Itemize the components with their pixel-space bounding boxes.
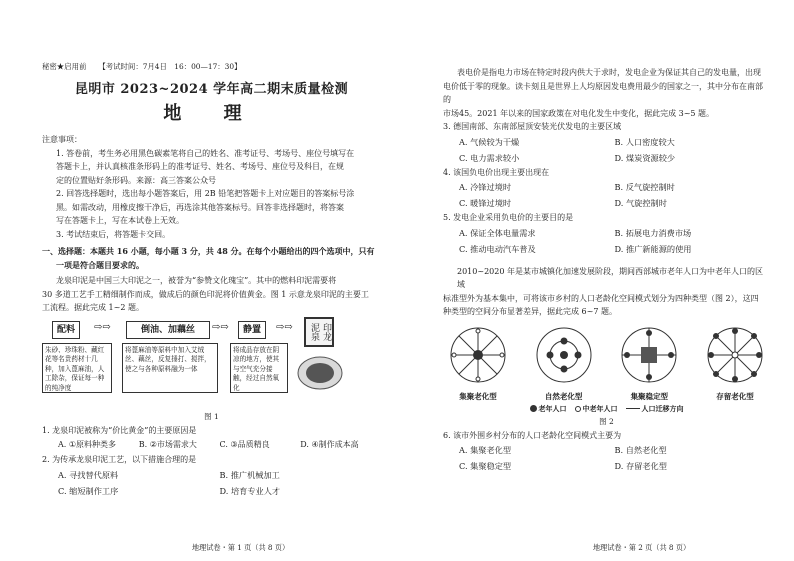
inkpad-icon xyxy=(296,351,344,391)
migration-line-icon xyxy=(626,408,640,409)
seal-stamp-icon: 印龙泥泉 xyxy=(304,317,334,347)
option[interactable]: B. ②市场需求大 xyxy=(138,440,197,449)
note-line: 1. 答卷前，考生务必用黑色碳素笔将自己的姓名、准考证号、考场号、座位号填写在 xyxy=(56,148,355,158)
option[interactable]: D. ④制作成本高 xyxy=(300,440,359,449)
option[interactable]: A. 气候较为干燥 xyxy=(459,136,520,147)
figure-caption: 图 2 xyxy=(599,416,614,426)
diagram-cluster-stable xyxy=(614,325,684,402)
page-footer: 地理试卷・第 2 页（共 8 页） xyxy=(592,543,691,552)
intro-line: 30 多道工艺手工精细制作而成，做成后的颜色印泥将价值黄金。图 1 示意龙泉印泥的主要工 xyxy=(42,289,369,299)
intro-line: 表电价是指电力市场在特定时段内供大于求时，发电企业为保证其自己的发电量，出现 xyxy=(457,68,761,77)
section-line: 一项是符合题目要求的。 xyxy=(56,259,144,270)
step-batching: 配料 xyxy=(52,321,80,339)
option[interactable]: C. 暖锋过境时 xyxy=(459,198,512,208)
option[interactable]: A. 保证全体电量需求 xyxy=(459,227,536,238)
intro-line: 种类型的空间分布显著差异，据此完成 6~7 题。 xyxy=(443,307,617,316)
question-1: 1. 龙泉印泥被称为“价比黄金”的主要原因是 xyxy=(42,425,197,435)
q4-options xyxy=(443,179,770,211)
option[interactable]: C. 推动电动汽车普及 xyxy=(459,243,536,254)
cluster-aging-icon xyxy=(448,325,508,385)
option[interactable]: C. ③品质精良 xyxy=(219,440,270,449)
legend-label: 人口迁移方向 xyxy=(641,403,684,413)
option[interactable]: A. 寻找替代原料 xyxy=(58,469,119,480)
desc-oil: 将蓖麻油等原料中加入艾绒丝、藕丝，反复捶打、搅拌，使之与各种原料融为一体 xyxy=(122,343,218,393)
diagram-cluster-aging xyxy=(443,325,513,402)
exam-title: 昆明市 2023~2024 学年高二期末质量检测 xyxy=(74,82,349,97)
q5-options xyxy=(443,225,770,257)
question-6: 6. 该市外围乡村分布的人口老龄化空间模式主要为 xyxy=(443,430,622,440)
diagram-natural-aging xyxy=(529,325,599,402)
option[interactable]: C. 集聚稳定型 xyxy=(459,461,512,471)
desc-batching: 朱砂、珍珠粉、藏红花等名贵药材十几种，加入蓖麻油，人工除杂，保证每一种的纯净度 xyxy=(42,343,112,393)
legend-label: 中老年人口 xyxy=(582,403,618,413)
legend-move xyxy=(626,404,684,414)
note-line: 写在答题卡上，写在本试卷上无效。 xyxy=(56,216,184,225)
option[interactable]: C. 缩短制作工序 xyxy=(58,485,119,496)
option[interactable]: A. 冷锋过境时 xyxy=(459,182,512,192)
diagram-legend xyxy=(443,404,770,414)
question-5: 5. 发电企业采用负电价的主要目的是 xyxy=(443,213,574,222)
step-still: 静置 xyxy=(238,321,266,339)
option[interactable]: D. 推广新能源的使用 xyxy=(614,243,692,254)
legend-mid xyxy=(575,404,618,414)
option[interactable]: A. 集聚老化型 xyxy=(459,445,512,455)
option[interactable]: D. 气旋控制时 xyxy=(614,198,667,208)
option[interactable]: B. 人口密度较大 xyxy=(614,136,675,147)
material-intro xyxy=(42,274,381,315)
question-2: 2. 为传承龙泉印泥工艺，以下措施合理的是 xyxy=(42,455,197,464)
intro-line: 工流程。据此完成 1~2 题。 xyxy=(42,303,144,312)
question-3: 3. 德国南部、东南部屋顶安装光伏发电的主要区域 xyxy=(443,122,622,131)
q6-options xyxy=(443,442,770,474)
subject-title: 地 理 xyxy=(163,103,260,124)
diagram-remain-aging xyxy=(700,325,770,402)
diagram-label: 集聚稳定型 xyxy=(630,391,669,401)
exam-header xyxy=(42,60,381,74)
notes-title: 注意事项： xyxy=(42,135,82,144)
option[interactable]: B. 推广机械加工 xyxy=(219,469,280,480)
note-line: 定的位置贴好条形码。来源：高三答案公众号 xyxy=(56,175,216,185)
option[interactable]: D. 培育专业人才 xyxy=(219,485,281,496)
option[interactable]: A. ①原料种类多 xyxy=(58,440,117,449)
section-line: 一、选择题：本题共 16 小题，每小题 3 分，共 48 分。在每个小题给出的四个选项中，只有 xyxy=(42,246,375,256)
note-line: 黑。如需改动，用橡皮擦干净后，再选涂其他答案标号。回答非选择题时，将答案 xyxy=(56,202,344,212)
exam-time: 【考试时间：7月4日 16：00—17：30】 xyxy=(98,62,242,71)
secret-label: 秘密★启用前 xyxy=(42,62,87,71)
option[interactable]: D. 存留老化型 xyxy=(614,461,667,471)
mid-population-icon xyxy=(575,406,581,412)
material-intro xyxy=(443,66,770,120)
cluster-stable-icon xyxy=(619,325,679,385)
desc-still: 将成品存放在阴凉的地方，使其与空气充分接触，经过自然氧化 xyxy=(230,343,288,393)
aging-pattern-diagrams xyxy=(443,325,770,402)
notes xyxy=(42,147,381,242)
q3-options xyxy=(443,134,770,166)
question-4: 4. 该国负电价出现主要出现在 xyxy=(443,167,550,177)
intro-line: 龙泉印泥是中国三大印泥之一，被誉为“参赞文化瑰宝”。其中的燃料印泥需要将 xyxy=(56,276,337,285)
page-2 xyxy=(397,0,794,561)
option[interactable]: B. 自然老化型 xyxy=(614,445,667,455)
option[interactable]: B. 反气旋控制时 xyxy=(614,182,675,192)
note-line: 答题卡上，并认真核准条形码上的准考证号、姓名、考场号、座位号及科目，在规 xyxy=(56,162,344,171)
intro-line: 标准型外为基本集中，可将该市乡村的人口老龄化空间模式划分为四种类型（图 2），这四 xyxy=(443,293,759,303)
legend-old xyxy=(530,404,567,414)
diagram-label: 自然老化型 xyxy=(544,391,583,401)
option[interactable]: D. 煤炭资源较少 xyxy=(614,152,676,163)
note-line: 3. 考试结束后，将答题卡交回。 xyxy=(56,229,171,239)
natural-aging-icon xyxy=(534,325,594,385)
q1-options xyxy=(42,437,381,453)
option[interactable]: C. 电力需求较小 xyxy=(459,152,520,163)
figure-caption: 图 1 xyxy=(204,411,219,421)
section-heading xyxy=(42,245,381,272)
page-footer: 地理试卷・第 1 页（共 8 页） xyxy=(191,543,290,552)
intro-line: 2010~2020 年是某市城镇化加速发展阶段，期间西部城市老年人口为中老年人口的区域 xyxy=(457,266,763,289)
q2-options xyxy=(42,467,381,499)
option[interactable]: B. 拓展电力消费市场 xyxy=(614,227,692,238)
intro-line: 市场45。2021 年以来的国家政策在对电化发生中变化，据此完成 3~5 题。 xyxy=(443,108,715,118)
material-intro-2 xyxy=(443,265,770,319)
note-line: 2. 回答选择题时，选出每小题答案后，用 2B 铅笔把答题卡上对应题目的答案标号涂 xyxy=(56,189,355,198)
intro-line: 电价低于零的现象。读卡刻且是世界上人均原因发电费用最少的国家之一，其中分布在南部的 xyxy=(443,81,763,104)
arrow-icon: ⇨⇨ xyxy=(212,321,229,333)
remain-aging-icon xyxy=(705,325,765,385)
diagram-label: 集聚老化型 xyxy=(459,391,497,401)
arrow-icon: ⇨⇨ xyxy=(276,321,293,333)
step-oil: 倒油、加藕丝 xyxy=(126,321,210,339)
diagram-label: 存留老化型 xyxy=(716,391,754,401)
old-population-icon xyxy=(530,405,537,412)
process-flowchart xyxy=(42,319,381,409)
arrow-icon: ⇨⇨ xyxy=(94,321,111,333)
legend-label: 老年人口 xyxy=(538,403,567,413)
